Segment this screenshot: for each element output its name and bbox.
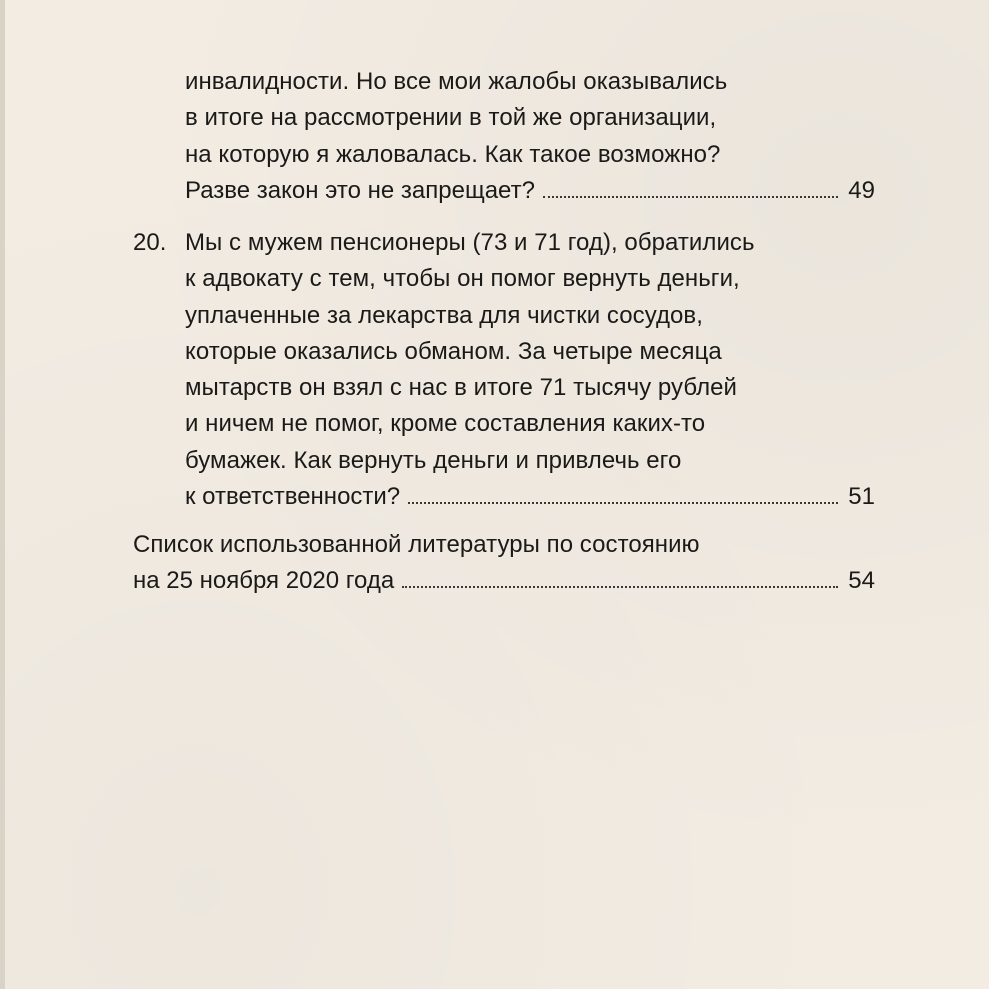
toc-text-line: Разве закон это не запрещает? — [185, 177, 535, 204]
toc-text-line: мытарств он взял с нас в итоге 71 тысячу рублей — [185, 374, 737, 401]
toc-text-line: на 25 ноября 2020 года — [133, 567, 395, 594]
dot-leader — [543, 195, 838, 198]
toc-entry-last-line — [133, 566, 875, 596]
toc-text-line: в итоге на рассмотрении в той же организации, — [185, 104, 717, 131]
page-number: 51 — [848, 483, 875, 510]
toc-text-line: Мы с мужем пенсионеры (73 и 71 год), обратились — [185, 229, 755, 256]
toc-text-line: которые оказались обманом. За четыре месяца — [185, 338, 722, 365]
dot-leader — [402, 585, 838, 588]
page-number: 49 — [848, 177, 875, 204]
toc-text-line: к ответственности? — [185, 483, 401, 510]
page-edge — [0, 0, 5, 989]
toc-text-line: Список использованной литературы по состоянию — [133, 531, 700, 558]
toc-text-line: уплаченные за лекарства для чистки сосудов, — [185, 302, 703, 329]
toc-text-line: к адвокату с тем, чтобы он помог вернуть деньги, — [185, 265, 740, 292]
page-number: 54 — [848, 567, 875, 594]
toc-text-line: и ничем не помог, кроме составления каких-то — [185, 410, 706, 437]
toc-entry-last-line — [185, 176, 875, 206]
toc-text-line: бумажек. Как вернуть деньги и привлечь его — [185, 447, 682, 474]
toc-text-line: на которую я жаловалась. Как такое возможно? — [185, 141, 721, 168]
toc-text-line: инвалидности. Но все мои жалобы оказывались — [185, 68, 728, 95]
toc-entry-last-line — [185, 482, 875, 512]
dot-leader — [408, 501, 838, 504]
entry-number: 20. — [133, 229, 167, 256]
